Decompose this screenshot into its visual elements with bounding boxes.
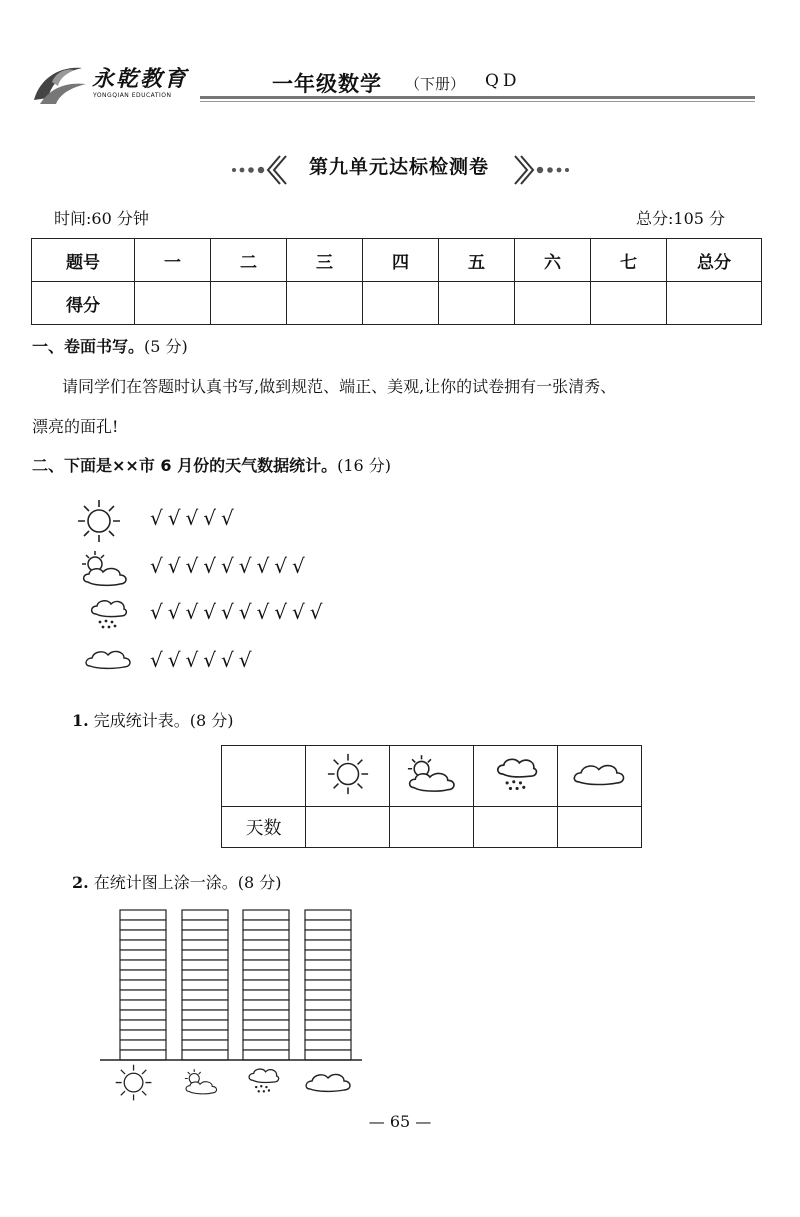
chart-cell[interactable] [243,1000,289,1010]
chart-cell[interactable] [120,930,166,940]
score-cell[interactable] [363,282,439,325]
chart-cell[interactable] [120,990,166,1000]
rain-icon [493,754,539,794]
chart-cell[interactable] [305,1030,351,1040]
chart-cell[interactable] [305,990,351,1000]
chart-cell[interactable] [120,940,166,950]
chart-cell[interactable] [182,990,228,1000]
score-table-score-row [32,282,762,325]
score-col-3: 三 [287,239,363,282]
score-col-total: 总分 [667,239,762,282]
chart-cell[interactable] [243,930,289,940]
chart-cell[interactable] [243,990,289,1000]
chart-cell[interactable] [182,1000,228,1010]
chart-cell[interactable] [182,1050,228,1060]
question-2 [72,870,282,893]
sun-icon [76,498,122,544]
chart-cell[interactable] [182,1030,228,1040]
brand-name-english: YONGQIAN EDUCATION [93,92,172,99]
chart-column[interactable] [305,910,351,1060]
chart-cell[interactable] [305,930,351,940]
chart-cell[interactable] [243,1010,289,1020]
days-cell-cloudy[interactable] [558,807,642,848]
question-1 [72,708,234,731]
chart-column[interactable] [182,910,228,1060]
score-table [31,238,762,325]
question-2-number: 2. [72,873,89,892]
chart-cell[interactable] [243,910,289,920]
chart-cell[interactable] [243,970,289,980]
score-cell[interactable] [135,282,211,325]
chart-cell[interactable] [182,970,228,980]
chart-cell[interactable] [120,1030,166,1040]
chart-cell[interactable] [305,970,351,980]
stat-table-corner [222,746,306,807]
chart-cell[interactable] [305,1020,351,1030]
chart-cell[interactable] [120,920,166,930]
chart-cell[interactable] [182,1010,228,1020]
chart-cell[interactable] [305,960,351,970]
header-rule [200,96,755,99]
score-col-6: 六 [515,239,591,282]
header-rule-thin [200,101,755,102]
section-2-points: (16 分) [337,456,392,475]
score-col-4: 四 [363,239,439,282]
stat-table-days-row [222,807,642,848]
days-cell-rainy[interactable] [474,807,558,848]
chart-cell[interactable] [120,1020,166,1030]
score-label: 得分 [32,282,135,325]
chart-cell[interactable] [120,1040,166,1050]
chart-cell[interactable] [305,910,351,920]
rainy-ticks: √√√√√√√√√√ [150,600,328,624]
stat-col-cloudy [558,746,642,807]
partly-cloudy-icon [78,548,132,590]
chart-cell[interactable] [182,1040,228,1050]
score-cell[interactable] [287,282,363,325]
chart-cell[interactable] [305,950,351,960]
section-1-heading [32,334,188,357]
chart-cell[interactable] [182,980,228,990]
chart-cell[interactable] [305,920,351,930]
chart-cell[interactable] [182,910,228,920]
chart-cell[interactable] [305,1010,351,1020]
rain-icon [249,1069,279,1092]
unit-title: 第九单元达标检测卷 [308,156,489,178]
chart-cell[interactable] [182,920,228,930]
section-1-text-line-1: 请同学们在答题时认真书写,做到规范、端正、美观,让你的试卷拥有一张清秀、 [62,377,617,396]
page-number: — 65 — [368,1112,432,1131]
partly-cloudy-icon [403,752,461,796]
score-col-1: 一 [135,239,211,282]
question-number-label: 题号 [32,239,135,282]
days-label: 天数 [222,807,306,848]
chart-cell[interactable] [243,1030,289,1040]
section-1-points: (5 分) [144,337,188,356]
chart-cell[interactable] [243,1040,289,1050]
cloud-icon [572,759,628,789]
chart-cell[interactable] [120,1010,166,1020]
chart-cell[interactable] [243,940,289,950]
sunny-ticks: √√√√√ [150,506,239,530]
score-cell[interactable] [439,282,515,325]
chart-cell[interactable] [243,920,289,930]
sun-icon [326,752,370,796]
cloud-icon [84,646,134,672]
book-volume: （下册） [405,75,466,93]
score-cell[interactable] [591,282,667,325]
book-title: 一年级数学 [272,72,382,96]
chart-cell[interactable] [182,950,228,960]
score-col-5: 五 [439,239,515,282]
chart-cell[interactable] [243,980,289,990]
chart-cell[interactable] [243,960,289,970]
stat-col-sunny [306,746,390,807]
stat-col-rainy [474,746,558,807]
chart-cell[interactable] [120,970,166,980]
score-cell[interactable] [211,282,287,325]
section-2-heading [32,453,391,476]
chart-cell[interactable] [243,950,289,960]
chart-cell[interactable] [120,910,166,920]
book-edition: QD [485,71,521,91]
chart-cell[interactable] [243,1050,289,1060]
chart-cell[interactable] [243,1020,289,1030]
question-1-number: 1. [72,711,89,730]
chart-cell[interactable] [305,1000,351,1010]
stat-table-icon-row [222,746,642,807]
chart-cell[interactable] [120,960,166,970]
chart-cell[interactable] [182,1020,228,1030]
partly-cloudy-ticks: √√√√√√√√√ [150,554,310,578]
brand-name: 永乾教育 [92,66,189,92]
chart-cell[interactable] [305,1040,351,1050]
rain-icon [88,596,128,632]
score-col-2: 二 [211,239,287,282]
section-1-text-line-2: 漂亮的面孔! [32,417,119,436]
chart-cell[interactable] [182,960,228,970]
cloud-icon [306,1074,350,1091]
chart-cell[interactable] [120,1050,166,1060]
coloring-chart [100,905,370,1105]
score-cell[interactable] [515,282,591,325]
chart-cell[interactable] [182,930,228,940]
section-2-title: 二、下面是××市 6 月份的天气数据统计。 [32,456,338,475]
unit-title-banner [0,150,800,190]
chart-column[interactable] [120,910,166,1060]
cloudy-ticks: √√√√√√ [150,648,257,672]
stat-col-partly-cloudy [390,746,474,807]
question-2-text: 在统计图上涂一涂。(8 分) [88,873,282,892]
section-1-title: 一、卷面书写。 [32,337,145,356]
statistics-table [221,745,642,848]
total-score: 总分:105 分 [636,209,726,228]
page-header [0,0,800,130]
logo-swirl-icon [30,60,90,106]
chart-cell[interactable] [120,1000,166,1010]
days-cell-sunny[interactable] [306,807,390,848]
chart-cell[interactable] [182,940,228,950]
chart-cell[interactable] [305,1050,351,1060]
days-cell-partly-cloudy[interactable] [390,807,474,848]
score-table-header-row [32,239,762,282]
chart-cell[interactable] [120,980,166,990]
chart-cell[interactable] [305,940,351,950]
score-col-7: 七 [591,239,667,282]
partly-cloudy-icon [185,1069,217,1094]
chart-column[interactable] [243,910,289,1060]
sun-icon [116,1065,152,1101]
score-cell-total[interactable] [667,282,762,325]
chart-cell[interactable] [120,950,166,960]
chart-cell[interactable] [305,980,351,990]
time-limit: 时间:60 分钟 [54,209,149,228]
question-1-text: 完成统计表。(8 分) [88,711,234,730]
